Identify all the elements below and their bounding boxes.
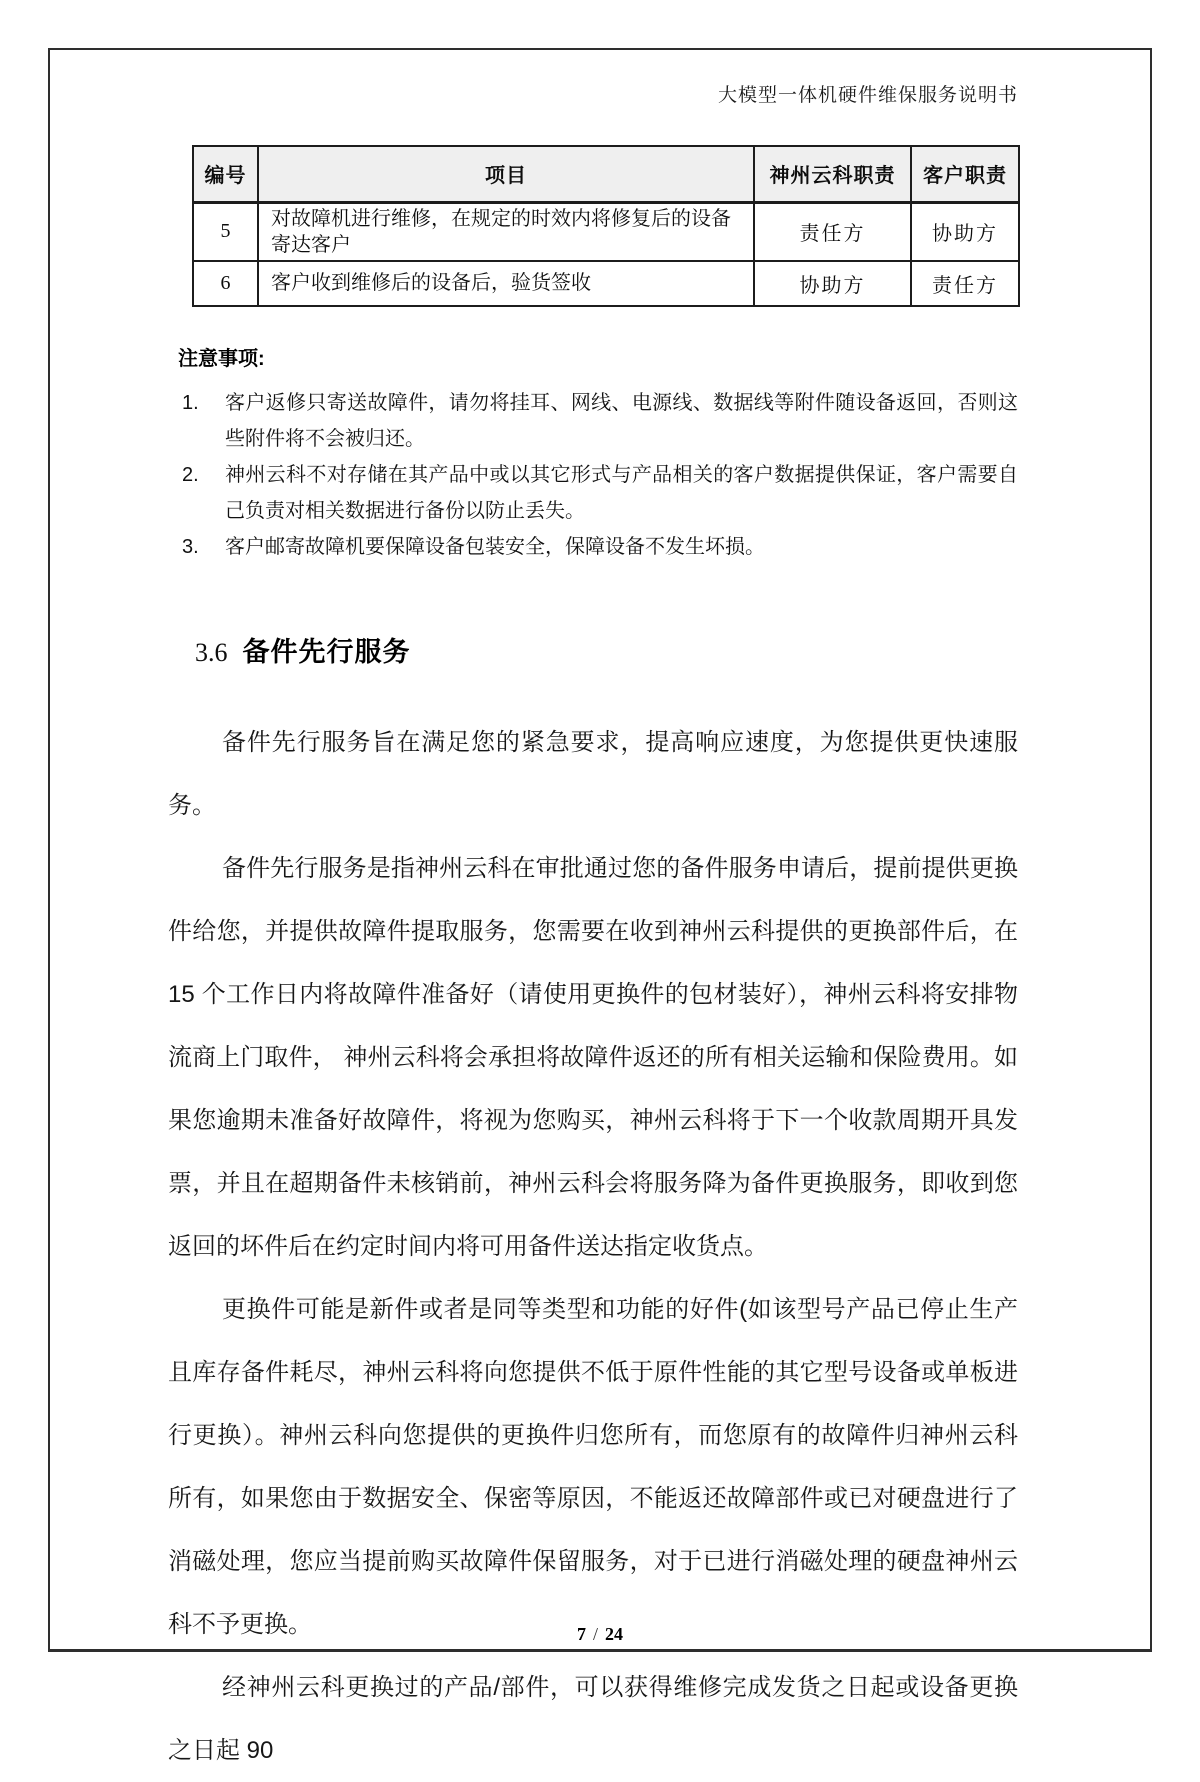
item-cell: 客户收到维修后的设备后，验货签收	[258, 261, 754, 306]
section-body	[168, 711, 1018, 1782]
table-row	[193, 261, 1019, 306]
body-paragraph: 经神州云科更换过的产品/部件，可以获得维修完成发货之日起或设备更换之日起 90	[168, 1673, 1018, 1764]
responsibility-table	[192, 145, 1020, 307]
row-number-cell: 5	[193, 202, 258, 261]
note-number: 2.	[182, 463, 199, 486]
note-item	[168, 457, 1018, 529]
notes-title: 注意事项:	[178, 347, 265, 370]
notes-list	[168, 385, 1018, 565]
note-number: 1.	[182, 391, 199, 414]
col-header-vendor-duty: 神州云科职责	[754, 146, 911, 202]
body-paragraph: 备件先行服务旨在满足您的紧急要求，提高响应速度，为您提供更快速服务。	[168, 728, 1018, 819]
page-footer	[50, 1624, 1150, 1645]
vendor-duty-cell: 责任方	[754, 202, 911, 261]
table-row	[193, 202, 1019, 261]
footer-total-pages: 24	[605, 1624, 623, 1644]
body-paragraph: 备件先行服务是指神州云科在审批通过您的备件服务申请后，提前提供更换件给您，并提供故障件提取服务，您需要在收到神州云科提供的更换部件后，在 15 个工作日内将故障件准备好（请使用更换件的包材装好），神州云科将安排物流商上门取件， 神州云科将会承担将故障件返还的所有相关运输和保险费用。如果您逾期未准备好故障件，将视为您购买，神州云科将于下一个收款周期开具发票，并且在超期备件未核销前，神州云科会将服务降为备件更换服务，即收到您返回的坏件后在约定时间内将可用备件送达指定收货点。	[168, 854, 1018, 1260]
page-header	[168, 84, 1018, 108]
note-item	[168, 529, 1018, 565]
note-item	[168, 385, 1018, 457]
note-number: 3.	[182, 535, 199, 558]
vendor-duty-cell: 协助方	[754, 261, 911, 306]
col-header-customer-duty: 客户职责	[911, 146, 1019, 202]
note-text: 客户返修只寄送故障件，请勿将挂耳、网线、电源线、数据线等附件随设备返回，否则这些附件将不会被归还。	[225, 391, 1018, 450]
page-border-frame	[48, 48, 1152, 1764]
footer-separator: /	[592, 1624, 598, 1644]
section-number: 3.6	[195, 637, 228, 667]
col-header-number: 编号	[193, 146, 258, 202]
item-cell: 对故障机进行维修，在规定的时效内将修复后的设备寄达客户	[258, 202, 754, 261]
section-heading	[195, 637, 1018, 668]
section-title: 备件先行服务	[242, 636, 411, 667]
customer-duty-cell: 责任方	[911, 261, 1019, 306]
row-number-cell: 6	[193, 261, 258, 306]
body-paragraph: 更换件可能是新件或者是同等类型和功能的好件(如该型号产品已停止生产且库存备件耗尽，神州云科将向您提供不低于原件性能的其它型号设备或单板进行更换）。神州云科向您提供的更换件归您所有，而您原有的故障件归神州云科所有，如果您由于数据安全、保密等原因，不能返还故障部件或已对硬盘进行了消磁处理，您应当提前购买故障件保留服务，对于已进行消磁处理的硬盘神州云科不予更换。	[168, 1295, 1018, 1638]
customer-duty-cell: 协助方	[911, 202, 1019, 261]
note-text: 客户邮寄故障机要保障设备包装安全，保障设备不发生坏损。	[225, 535, 765, 558]
note-text: 神州云科不对存储在其产品中或以其它形式与产品相关的客户数据提供保证，客户需要自己负责对相关数据进行备份以防止丢失。	[225, 463, 1018, 522]
header-title: 大模型一体机硬件维保服务说明书	[717, 85, 1018, 106]
document-page	[50, 84, 1150, 1764]
table-header-row	[193, 146, 1019, 202]
col-header-item: 项目	[258, 146, 754, 202]
footer-page-number: 7	[576, 1624, 586, 1644]
